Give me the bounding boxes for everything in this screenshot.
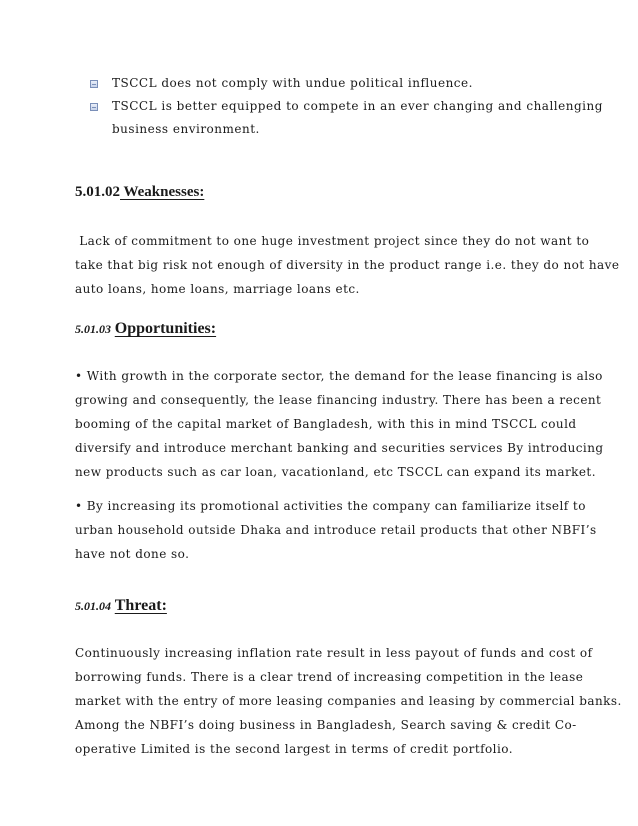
section-title: Opportunities:	[114, 320, 217, 337]
paragraph-line: Lack of commitment to one huge investment project since they do not want to	[75, 234, 590, 248]
paragraph-line: urban household outside Dhaka and introduce retail products that other NBFI’s	[75, 523, 597, 537]
weaknesses-heading	[75, 184, 204, 201]
list-bullet-icon	[90, 103, 98, 111]
paragraph-line: market with the entry of more leasing companies and leasing by commercial banks.	[75, 694, 622, 708]
list-item	[90, 95, 603, 118]
paragraph-line: booming of the capital market of Bangladesh, with this in mind TSCCL could	[75, 417, 577, 431]
list-bullet-icon	[90, 80, 98, 88]
paragraph-line: have not done so.	[75, 547, 190, 561]
opportunities-heading	[75, 320, 216, 338]
paragraph-line: diversify and introduce merchant banking and securities services By introducing	[75, 441, 604, 455]
paragraph-line: take that big risk not enough of diversity in the product range i.e. they do not have	[75, 258, 620, 272]
paragraph-line: • By increasing its promotional activities the company can familiarize itself to	[75, 499, 586, 513]
list-item	[90, 72, 562, 95]
paragraph-line: auto loans, home loans, marriage loans etc.	[75, 282, 360, 296]
bullet-text-line: business environment.	[112, 122, 260, 136]
paragraph-line: borrowing funds. There is a clear trend of increasing competition in the lease	[75, 670, 584, 684]
section-number: 5.01.02	[75, 184, 120, 200]
strengths-bullet-list	[90, 72, 603, 141]
paragraph-line: new products such as car loan, vacationland, etc TSCCL can expand its market.	[75, 465, 596, 479]
bullet-text-line: TSCCL is better equipped to compete in an ever changing and challenging	[112, 99, 603, 113]
threat-heading	[75, 597, 167, 615]
section-title: Weaknesses:	[120, 184, 205, 200]
bullet-text: TSCCL does not comply with undue political influence.	[112, 76, 473, 90]
weaknesses-paragraph	[75, 229, 620, 301]
threat-paragraph	[75, 641, 622, 761]
paragraph-line: growing and consequently, the lease financing industry. There has been a recent	[75, 393, 602, 407]
section-number: 5.01.03	[75, 322, 111, 336]
paragraph-line: • With growth in the corporate sector, the demand for the lease financing is also	[75, 369, 603, 383]
opportunities-paragraph-1	[75, 364, 604, 484]
opportunities-paragraph-2	[75, 494, 597, 566]
section-title: Threat:	[114, 597, 167, 614]
paragraph-line: Among the NBFI’s doing business in Bangladesh, Search saving & credit Co-	[75, 718, 577, 732]
section-number: 5.01.04	[75, 599, 111, 613]
paragraph-line: operative Limited is the second largest in terms of credit portfolio.	[75, 742, 513, 756]
paragraph-line: Continuously increasing inflation rate result in less payout of funds and cost of	[75, 646, 593, 660]
